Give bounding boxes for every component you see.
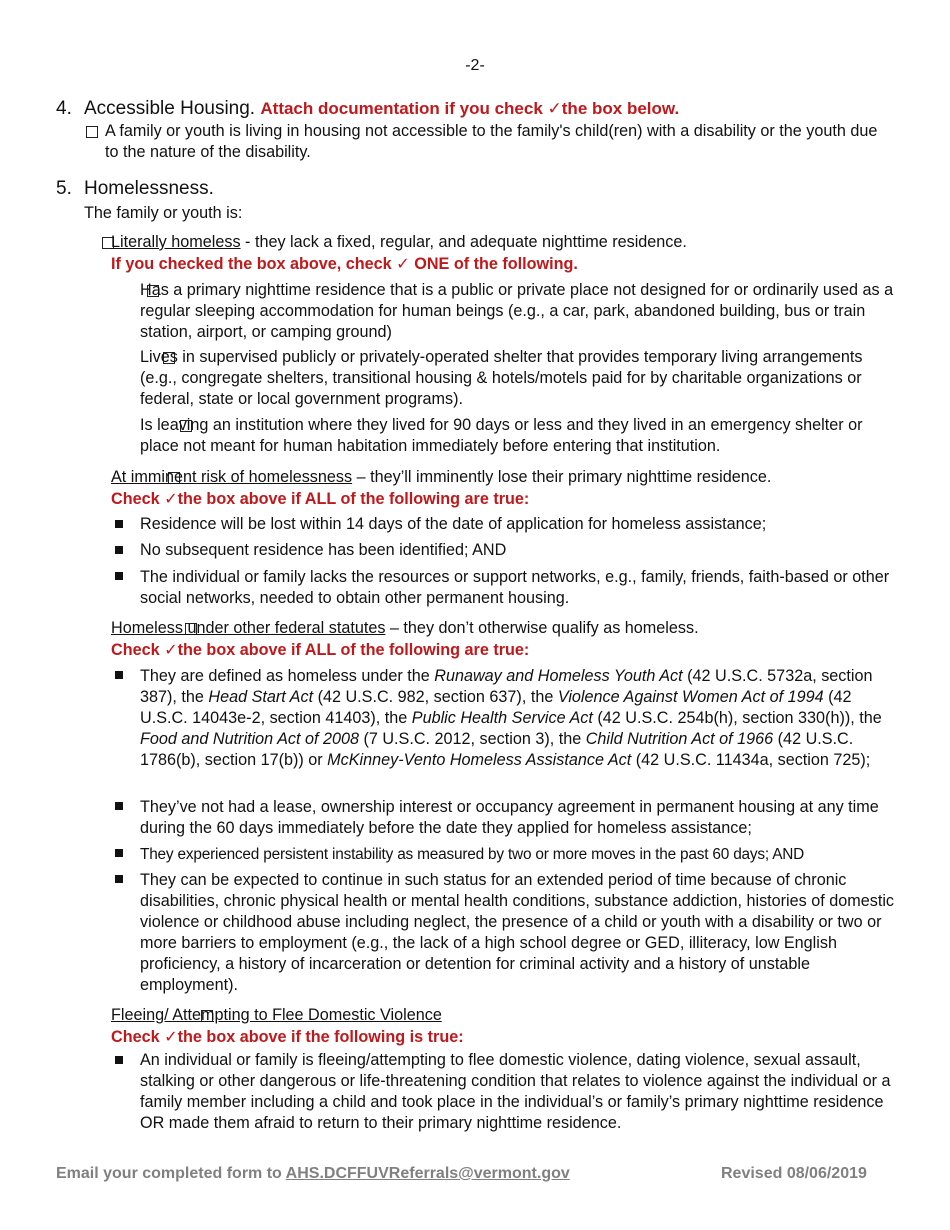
section-5-heading <box>56 177 556 201</box>
footer-revised: Revised 08/06/2019 <box>721 1165 867 1182</box>
literally-homeless-line <box>111 232 911 253</box>
federal-bullet-2: They’ve not had a lease, ownership interest or occupancy agreement in permanent housing at any time during the 60 days immediately before the date they applied for homeless assistance; <box>140 798 879 837</box>
literally-homeless-label: Literally homeless <box>111 233 241 251</box>
literally-option-3: Is leaving an institution where they lived for 90 days or less and they lived in an emergency shelter or place not meant for human habitation immediately before entering that institution. <box>140 416 863 455</box>
section-number: 5. <box>56 178 72 199</box>
literally-option-2: Lives in supervised publicly or privately-operated shelter that provides temporary living arrangements (e.g., congregate shelters, transitional housing & hotels/motels paid for by charitable organizations or federal, state or local government programs). <box>140 348 863 408</box>
imminent-risk-line <box>111 467 911 488</box>
bullet-icon <box>115 671 123 679</box>
imminent-risk-label: At imminent risk of homelessness <box>111 468 353 486</box>
federal-bullet-1: They are defined as homeless under the Runaway and Homeless Youth Act (42 U.S.C. 5732a, section 387), the Head Start Act (42 U.S.C. 982, section 637), the Violence Against Women Act of 1994 (42 U.S.C. 14043e-2, section 41403), the Public Health Service Act (42 U.S.C. 254b(h), section 330(h)), the Food and Nutrition Act of 2008 (7 U.S.C. 2012, section 3), the Child Nutrition Act of 1966 (42 U.S.C. 1786(b), section 17(b)) or McKinney-Vento Homeless Assistance Act (42 U.S.C. 11434a, section 725); <box>140 667 882 769</box>
accessible-housing-checkbox[interactable] <box>86 126 98 138</box>
section-title: Accessible Housing. <box>84 98 256 119</box>
section-title: Homelessness. <box>84 178 214 199</box>
section-5-intro: The family or youth is: <box>84 204 243 222</box>
bullet-icon <box>115 802 123 810</box>
email-link[interactable]: AHS.DCFFUVReferrals@vermont.gov <box>285 1165 570 1182</box>
footer-email-prefix: Email your completed form to <box>56 1165 286 1182</box>
federal-bullet-4: They can be expected to continue in such status for an extended period of time because of chronic disabilities, chronic physical health or mental health conditions, substance addiction, histories of domestic violence or childhood abuse including neglect, the presence of a child or youth with a disability or two or more barriers to employment (e.g., the lack of a high school degree or GED, illiteracy, low English proficiency, a history of incarceration or detention for criminal activity and a history of unstable employment). <box>140 871 895 994</box>
bullet-icon <box>115 546 123 554</box>
page-number: -2- <box>465 57 485 74</box>
bullet-icon <box>115 520 123 528</box>
literally-option-1: Has a primary nighttime residence that is a public or private place not designed for or ordinarily used as a regular sleeping accommodation for human beings (e.g., a car, park, abandoned building, bus or train station, airport, or camping ground) <box>140 281 894 341</box>
federal-statutes-label: Homeless under other federal statutes <box>111 619 386 637</box>
imminent-bullet-2: No subsequent residence has been identified; AND <box>140 541 507 559</box>
bullet-icon <box>115 875 123 883</box>
bullet-icon <box>115 849 123 857</box>
federal-statutes-desc: – they don’t otherwise qualify as homeless. <box>385 619 699 637</box>
federal-statutes-instruction: Check ✓the box above if ALL of the following are true: <box>111 641 530 659</box>
section-4-heading <box>56 97 916 121</box>
footer-email <box>56 1165 570 1183</box>
federal-statutes-line <box>111 618 911 639</box>
section-instruction: Attach documentation if you check ✓the box below. <box>260 99 680 118</box>
accessible-housing-text: A family or youth is living in housing not accessible to the family's child(ren) with a disability or the youth due to the nature of the disability. <box>105 122 878 161</box>
literally-homeless-desc: - they lack a fixed, regular, and adequate nighttime residence. <box>240 233 687 251</box>
fleeing-dv-label: Fleeing/ Attempting to Flee Domestic Violence <box>111 1006 442 1024</box>
federal-bullet-3: They experienced persistent instability as measured by two or more moves in the past 60 days; AND <box>140 846 805 863</box>
bullet-icon <box>115 572 123 580</box>
imminent-risk-desc: – they’ll imminently lose their primary nighttime residence. <box>352 468 772 486</box>
imminent-bullet-3: The individual or family lacks the resources or support networks, e.g., family, friends, faith-based or other social networks, needed to obtain other permanent housing. <box>140 568 890 607</box>
imminent-bullet-1: Residence will be lost within 14 days of the date of application for homeless assistance; <box>140 515 767 533</box>
literally-homeless-instruction: If you checked the box above, check ✓ ONE of the following. <box>111 255 578 273</box>
imminent-risk-instruction: Check ✓the box above if ALL of the following are true: <box>111 490 530 508</box>
bullet-icon <box>115 1056 123 1064</box>
fleeing-dv-instruction: Check ✓the box above if the following is true: <box>111 1028 464 1046</box>
section-number: 4. <box>56 98 72 119</box>
fleeing-bullet: An individual or family is fleeing/attempting to flee domestic violence, dating violence, sexual assault, stalking or other dangerous or life-threatening condition that relates to violence against the individual or a family member including a child and took place in the individual’s or family’s primary nighttime residence OR made them afraid to return to their primary nighttime residence. <box>140 1051 891 1132</box>
